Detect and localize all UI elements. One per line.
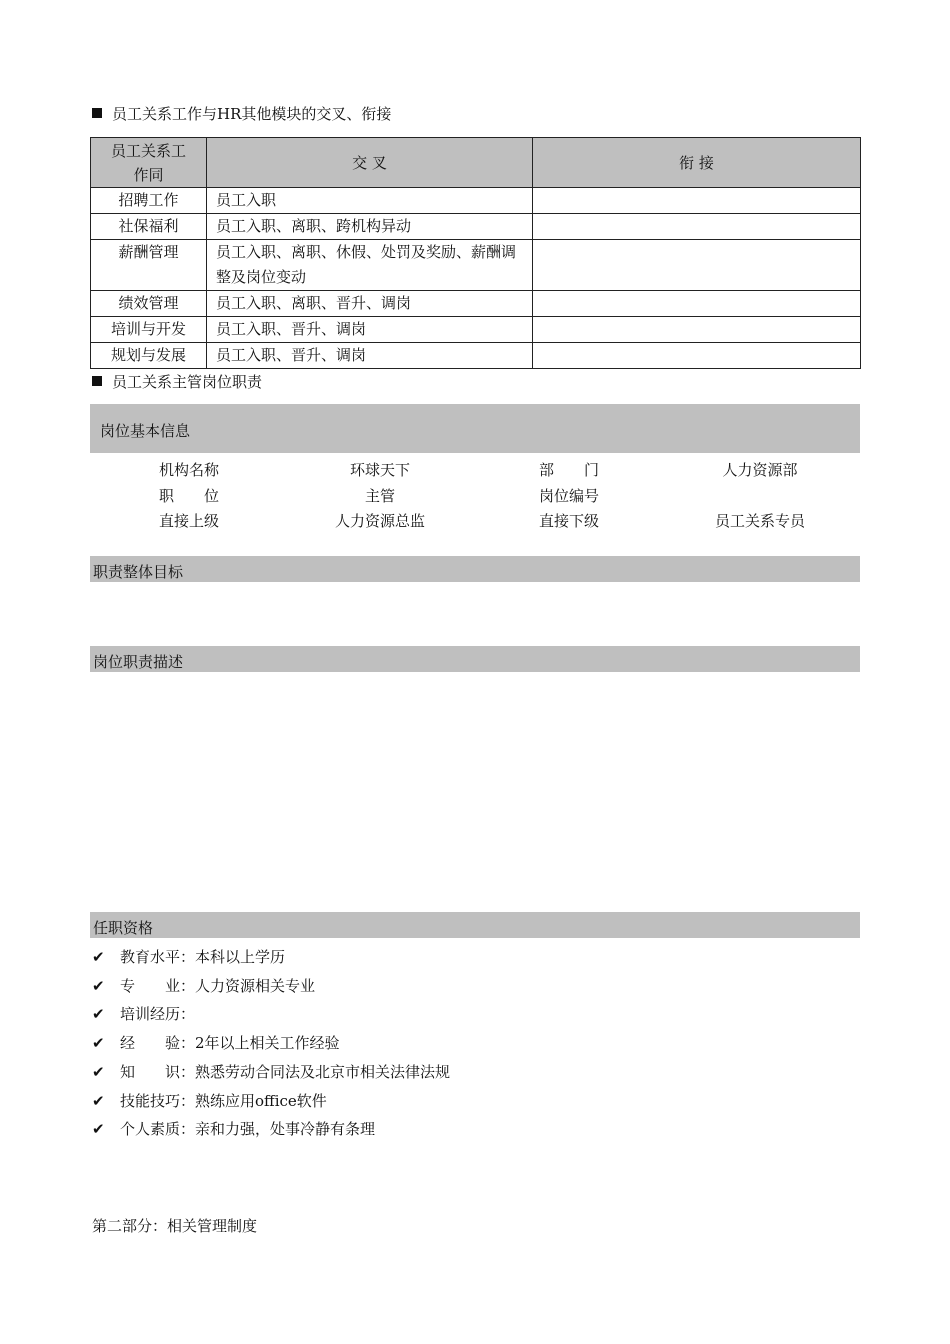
- table-row: [91, 188, 861, 214]
- link-cell: [533, 188, 861, 214]
- cross-cell: 员工入职: [207, 188, 533, 214]
- qualification-bar: [90, 912, 860, 938]
- table-row: [91, 291, 861, 317]
- check-icon: ✔: [92, 1005, 105, 1023]
- table-row: [91, 343, 861, 369]
- section-heading-cross: 员工关系工作与HR其他模块的交叉、衔接: [92, 103, 391, 124]
- cross-cell: 员工入职、晋升、调岗: [207, 317, 533, 343]
- info-label: 岗位编号: [538, 487, 599, 505]
- info-label: 直接下级: [538, 512, 599, 530]
- section-heading-duties: 员工关系主管岗位职责: [92, 371, 262, 392]
- header-link: 衔 接: [533, 138, 861, 188]
- module-cell: 社保福利: [91, 214, 207, 240]
- check-icon: ✔: [92, 1034, 105, 1052]
- module-cell: 招聘工作: [91, 188, 207, 214]
- link-cell: [533, 214, 861, 240]
- link-cell: [533, 240, 861, 291]
- check-icon: ✔: [92, 1092, 105, 1110]
- part-two-heading: 第二部分：相关管理制度: [92, 1217, 258, 1235]
- cross-module-table: [90, 137, 861, 369]
- module-cell: 薪酬管理: [91, 240, 207, 291]
- module-cell: 规划与发展: [91, 343, 207, 369]
- list-item: ✔ 个人素质：亲和力强，处事冷静有条理: [92, 1120, 376, 1138]
- table-header-row: [91, 138, 861, 188]
- check-icon: ✔: [92, 1063, 105, 1081]
- basic-info-title: 岗位基本信息: [100, 422, 191, 440]
- description-bar: [90, 646, 860, 672]
- goal-title: 职责整体目标: [93, 563, 184, 581]
- link-cell: [533, 317, 861, 343]
- module-cell: 绩效管理: [91, 291, 207, 317]
- list-item: ✔ 培训经历：: [92, 1005, 196, 1023]
- info-label: 职 位: [158, 487, 219, 505]
- list-item: ✔ 专 业：人力资源相关专业: [92, 977, 316, 995]
- goal-bar: [90, 556, 860, 582]
- info-value: 人力资源总监: [334, 512, 425, 530]
- header-module: 员工关系工 作同: [91, 138, 207, 188]
- square-bullet-icon: [92, 376, 102, 386]
- info-label: 直接上级: [158, 512, 219, 530]
- link-cell: [533, 291, 861, 317]
- table-row: [91, 240, 861, 291]
- square-bullet-icon: [92, 108, 102, 118]
- info-value: 主管: [364, 487, 395, 505]
- info-value: 人力资源部: [722, 461, 798, 479]
- cross-cell: 员工入职、离职、晋升、调岗: [207, 291, 533, 317]
- module-cell: 培训与开发: [91, 317, 207, 343]
- description-title: 岗位职责描述: [93, 653, 184, 671]
- info-value: 员工关系专员: [714, 512, 805, 530]
- list-item: ✔ 技能技巧：熟练应用office软件: [92, 1092, 327, 1110]
- info-label: 部 门: [538, 461, 599, 479]
- table-row: [91, 214, 861, 240]
- cross-cell: 员工入职、离职、跨机构异动: [207, 214, 533, 240]
- check-icon: ✔: [92, 948, 105, 966]
- info-value: 环球天下: [349, 461, 410, 479]
- list-item: ✔ 经 验：2年以上相关工作经验: [92, 1034, 340, 1052]
- table-row: [91, 317, 861, 343]
- check-icon: ✔: [92, 1120, 105, 1138]
- link-cell: [533, 343, 861, 369]
- list-item: ✔ 知 识：熟悉劳动合同法及北京市相关法律法规: [92, 1063, 451, 1081]
- header-cross: 交 叉: [207, 138, 533, 188]
- cross-cell: 员工入职、离职、休假、处罚及奖励、薪酬调整及岗位变动: [207, 240, 533, 291]
- list-item: ✔ 教育水平：本科以上学历: [92, 948, 286, 966]
- check-icon: ✔: [92, 977, 105, 995]
- cross-cell: 员工入职、晋升、调岗: [207, 343, 533, 369]
- qualification-title: 任职资格: [93, 919, 154, 937]
- basic-info-bar: [90, 404, 860, 453]
- info-label: 机构名称: [158, 461, 219, 479]
